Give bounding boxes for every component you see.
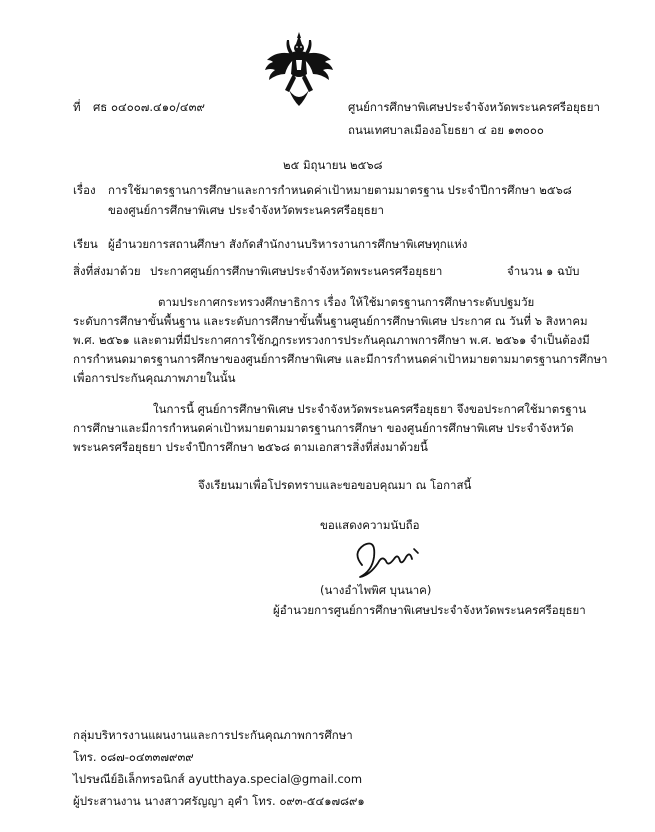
paragraph-line: การกำหนดมาตรฐานการศึกษาของศูนย์การศึกษาพิเศษ และมีการกำหนดค่าเป้าหมายตามมาตรฐานการศึกษา <box>73 352 608 366</box>
paragraph-line: พ.ศ. ๒๕๖๑ และตามที่มีประกาศการใช้กฎกระทรวงการประกันคุณภาพการศึกษา พ.ศ. ๒๕๖๑ จำเป็นต้องมี <box>73 333 590 347</box>
closing-line: จึงเรียนมาเพื่อโปรดทราบและขอขอบคุณมา ณ โอกาสนี้ <box>198 478 472 492</box>
enclosure-text: ประกาศศูนย์การศึกษาพิเศษประจำจังหวัดพระนครศรีอยุธยา <box>150 264 443 278</box>
enclosure-label: สิ่งที่ส่งมาด้วย <box>73 264 141 278</box>
signer-name: (นางอำไพพิศ บุนนาค) <box>320 583 432 597</box>
paragraph-line: พระนครศรีอยุธยา ประจำปีการศึกษา ๒๕๖๘ ตามเอกสารสิ่งที่ส่งมาด้วยนี้ <box>73 440 428 454</box>
regards-line: ขอแสดงความนับถือ <box>320 518 420 532</box>
footer-email: ไปรษณีย์อิเล็กทรอนิกส์ ayutthaya.special@gmail.com <box>73 772 363 786</box>
to-label: เรียน <box>73 237 98 251</box>
paragraph-line: การศึกษาและมีการกำหนดค่าเป้าหมายตามมาตรฐานการศึกษา ของศูนย์การศึกษาพิเศษ ประจำจังหวัด <box>73 421 574 435</box>
subject-line-1: การใช้มาตรฐานการศึกษาและการกำหนดค่าเป้าหมายตามมาตรฐาน ประจำปีการศึกษา ๒๕๖๘ <box>108 183 572 197</box>
paragraph-line: ระดับการศึกษาขั้นพื้นฐาน และระดับการศึกษาขั้นพื้นฐานศูนย์การศึกษาพิเศษ ประกาศ ณ วันที่ ๖ สิงหาคม <box>73 314 588 328</box>
body-paragraph-2 <box>73 400 593 457</box>
paragraph-line: เพื่อการประกันคุณภาพภายในนั้น <box>73 371 236 385</box>
enclosure-count: จำนวน ๑ ฉบับ <box>507 264 580 278</box>
handwritten-signature <box>348 535 428 585</box>
subject-label: เรื่อง <box>73 183 96 197</box>
org-name: ศูนย์การศึกษาพิเศษประจำจังหวัดพระนครศรีอยุธยา <box>348 100 600 114</box>
letter-date: ๒๕ มิถุนายน ๒๕๖๘ <box>283 158 383 172</box>
footer-phone: โทร. ๐๘๗-๐๔๓๓๗๙๓๙ <box>73 750 194 764</box>
signer-position: ผู้อำนวยการศูนย์การศึกษาพิเศษประจำจังหวัดพระนครศรีอยุธยา <box>273 603 586 617</box>
paragraph-line: ตามประกาศกระทรวงศึกษาธิการ เรื่อง ให้ใช้มาตรฐานการศึกษาระดับปฐมวัย <box>158 295 535 309</box>
org-address: ถนนเทศบาลเมืองอโยธยา ๔ อย ๑๓๐๐๐ <box>348 123 544 137</box>
paragraph-line: ในการนี้ ศูนย์การศึกษาพิเศษ ประจำจังหวัดพระนครศรีอยุธยา จึงขอประกาศใช้มาตรฐาน <box>153 402 587 416</box>
footer-department: กลุ่มบริหารงานแผนงานและการประกันคุณภาพการศึกษา <box>73 728 353 742</box>
body-paragraph-1 <box>73 293 608 388</box>
ref-number: ศธ ๐๔๐๐๗.๔๑๐/๔๓๙ <box>93 100 205 114</box>
ref-label: ที่ <box>73 100 81 114</box>
subject-line-2: ของศูนย์การศึกษาพิเศษ ประจำจังหวัดพระนครศรีอยุธยา <box>108 203 384 217</box>
to-text: ผู้อำนวยการสถานศึกษา สังกัดสำนักงานบริหารงานการศึกษาพิเศษทุกแห่ง <box>108 237 468 251</box>
footer-coordinator: ผู้ประสานงาน นางสาวศรัญญา อุคำ โทร. ๐๙๓-๕๔๑๗๘๙๑ <box>73 794 365 808</box>
garuda-emblem-icon <box>263 30 335 108</box>
